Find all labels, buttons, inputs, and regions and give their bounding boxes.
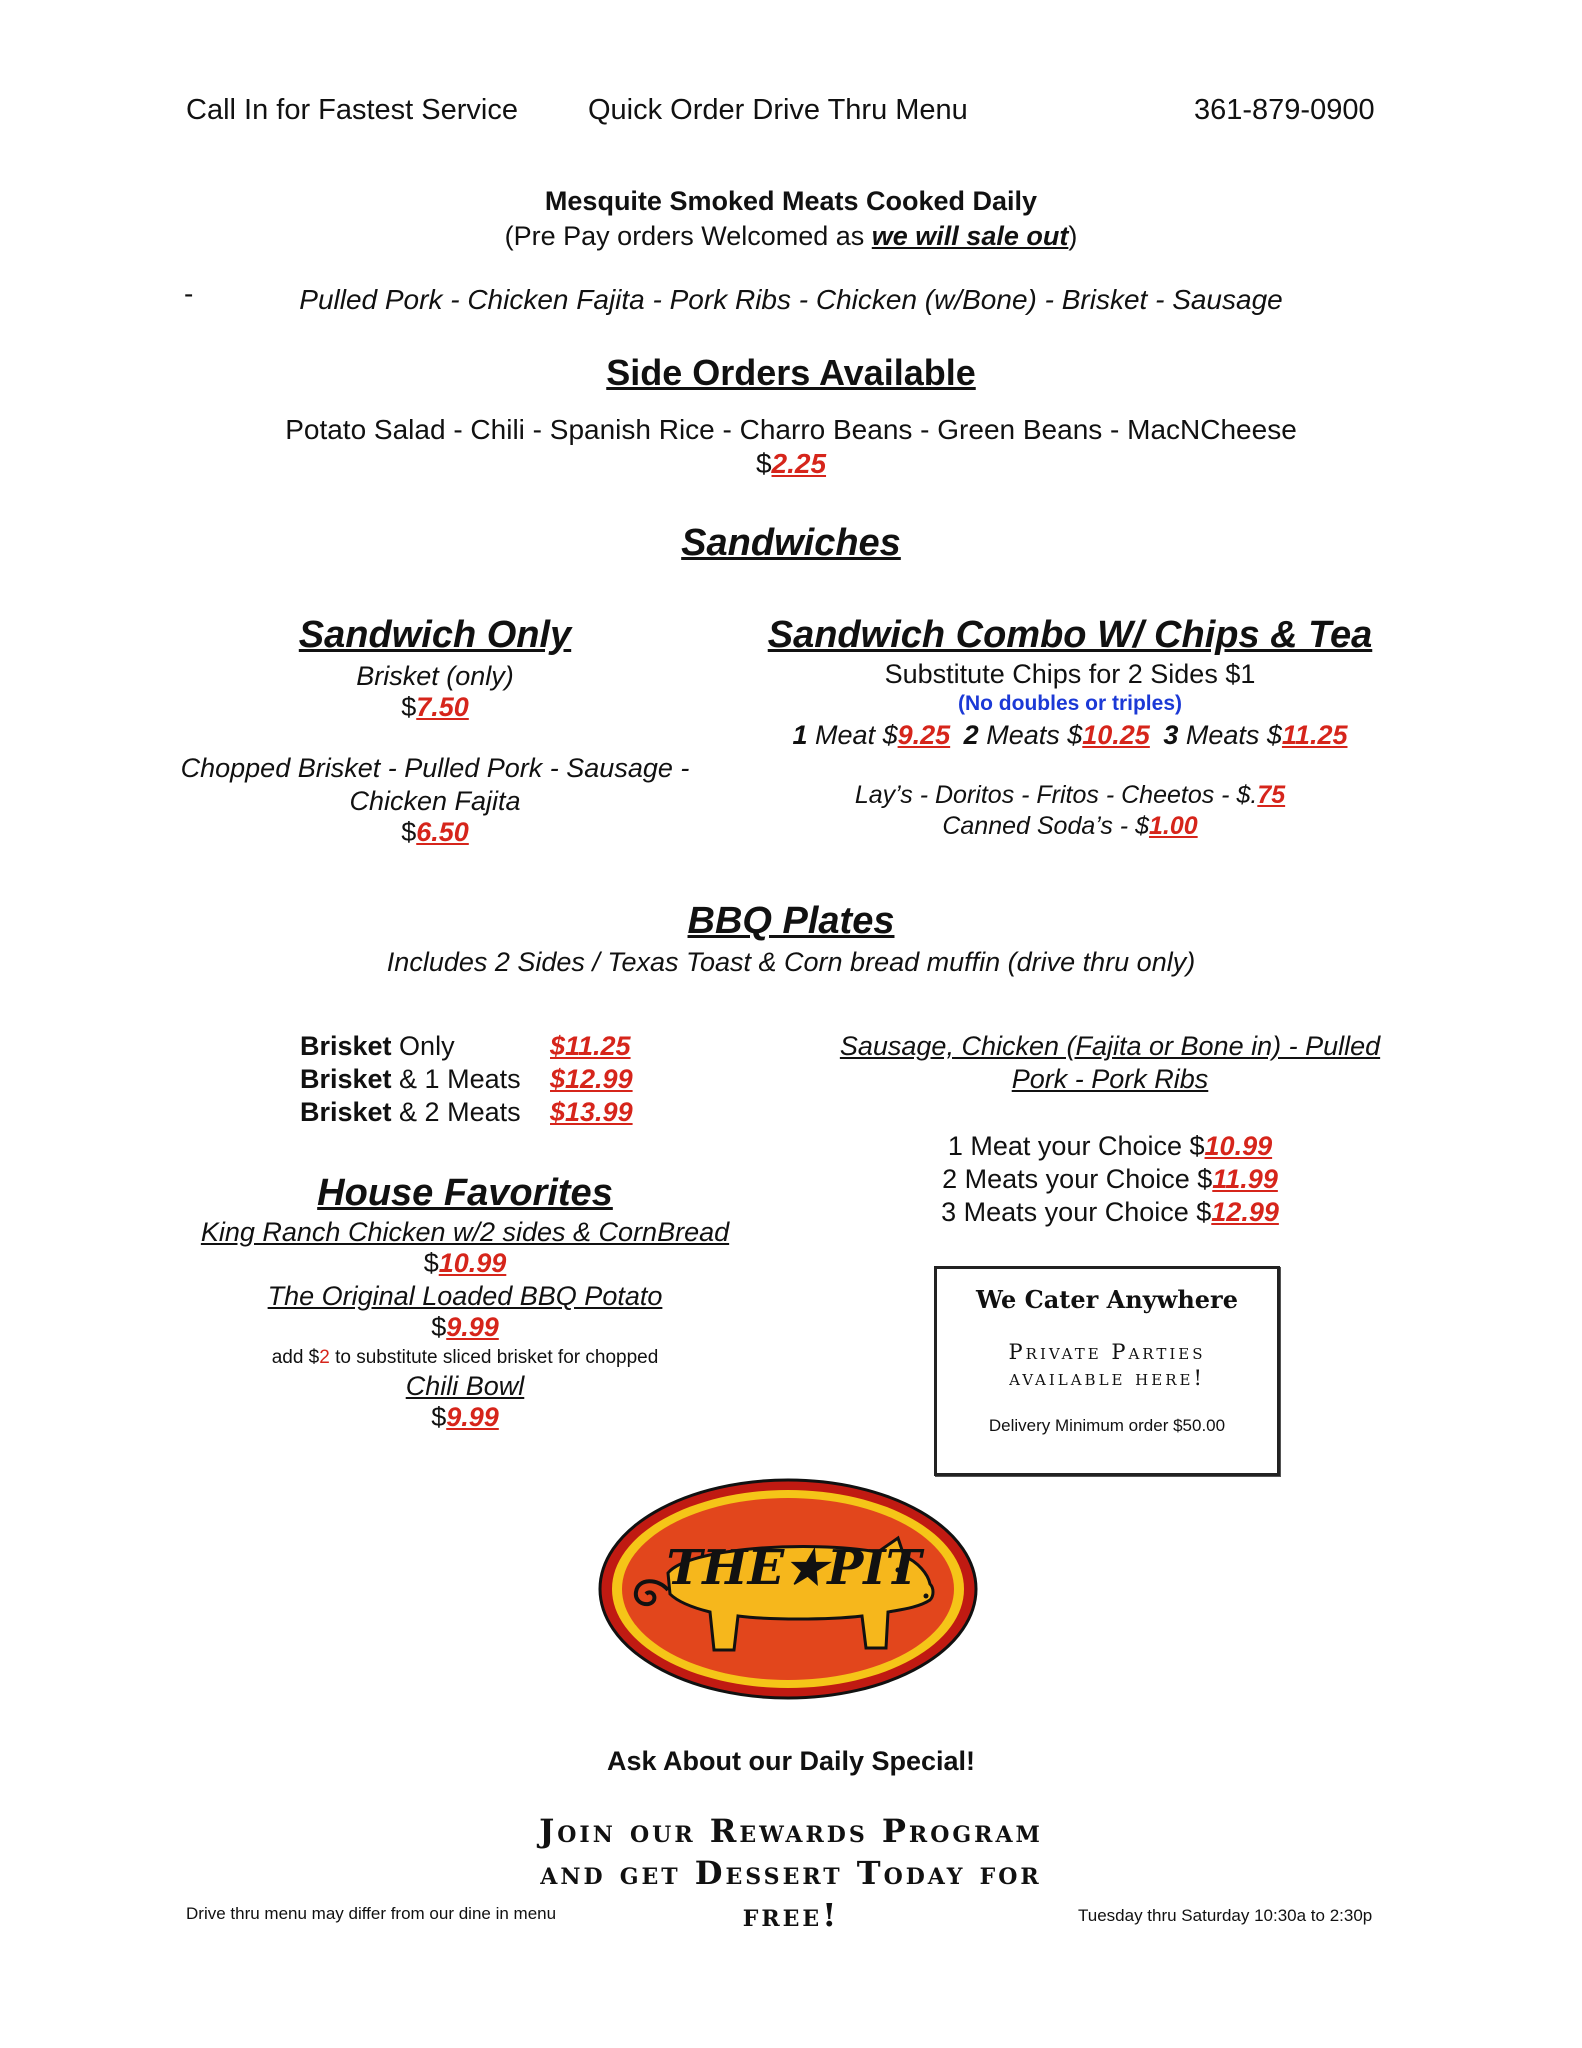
pig-logo-icon	[598, 1478, 978, 1700]
cater-box	[934, 1266, 1280, 1476]
combo-2-price: 10.25	[1082, 720, 1150, 750]
daily-special: Ask About our Daily Special!	[606, 1746, 976, 1776]
choice-price: 11.99	[1212, 1164, 1278, 1194]
soda-label: Canned Soda’s - $	[942, 812, 1149, 840]
choice-label: 2 Meats your Choice $	[942, 1164, 1213, 1194]
plates-header	[0, 900, 1582, 978]
sides-price	[0, 448, 1582, 480]
brisket-price: $13.99	[550, 1097, 633, 1127]
favorite-item-2: The Original Loaded BBQ Potato	[267, 1281, 663, 1311]
prepay-before: (Pre Pay orders Welcomed as	[504, 221, 872, 251]
combo-1-num: 1	[792, 720, 808, 750]
sides-block	[0, 352, 1582, 480]
brisket-row	[300, 1063, 633, 1096]
sandwich-only-price2	[150, 817, 720, 848]
sides-currency: $	[755, 448, 772, 479]
plates-subtitle: Includes 2 Sides / Texas Toast & Corn bread muffin (drive thru only)	[386, 947, 1196, 977]
cater-title: We Cater Anywhere	[976, 1285, 1238, 1314]
currency: $	[423, 1248, 439, 1278]
combo-3-num: 3	[1163, 720, 1179, 750]
favorite-price-2	[150, 1312, 780, 1343]
choice-label: 1 Meat your Choice $	[947, 1131, 1205, 1161]
currency: $	[401, 692, 417, 722]
soda-price: 1.00	[1148, 812, 1198, 840]
sides-list: Potato Salad - Chili - Spanish Rice - Charro Beans - Green Beans - MacNCheese	[285, 414, 1297, 445]
cater-line2: available here!	[1009, 1366, 1205, 1390]
sandwich-only-title: Sandwich Only	[298, 614, 572, 656]
choice-line2: Pork - Pork Ribs	[1011, 1064, 1209, 1094]
plates-title: BBQ Plates	[687, 900, 895, 942]
favorite-item-1: King Ranch Chicken w/2 sides & CornBread	[200, 1217, 730, 1247]
cater-line1: Private Parties	[1008, 1340, 1206, 1364]
choice-price: 10.99	[1204, 1131, 1273, 1161]
footer-disclaimer: Drive thru menu may differ from our dine in menu	[186, 1904, 557, 1923]
brisket-row	[300, 1096, 633, 1129]
brisket-rest: Only	[391, 1031, 455, 1061]
sandwich-combo-title: Sandwich Combo W/ Chips & Tea	[767, 614, 1373, 656]
combo-chips	[740, 781, 1400, 810]
intro-block	[0, 186, 1582, 252]
sandwich-only-item1: Brisket (only)	[356, 661, 514, 691]
rewards-line2: and get Dessert Today for	[540, 1854, 1042, 1892]
sandwich-only-block	[150, 614, 720, 848]
cater-delivery: Delivery Minimum order $50.00	[988, 1416, 1226, 1435]
favorite-note	[150, 1347, 780, 1369]
price-value: 10.99	[438, 1248, 507, 1278]
prepay-after: )	[1068, 221, 1078, 251]
favorites-block	[150, 1172, 780, 1433]
sandwich-only-price1	[150, 692, 720, 723]
the-pit-logo	[598, 1478, 978, 1700]
price-value: 9.99	[446, 1402, 499, 1432]
combo-2-num: 2	[963, 720, 979, 750]
rewards-line1: Join our Rewards Program	[539, 1812, 1043, 1850]
logo-text: THE★PIT	[666, 1540, 922, 1596]
combo-2-label: Meats $	[978, 720, 1083, 750]
choice-row	[800, 1196, 1420, 1229]
favorite-price-1	[150, 1248, 780, 1279]
sandwiches-title: Sandwiches	[681, 522, 901, 564]
price-value: 7.50	[416, 692, 469, 722]
choice-row	[800, 1163, 1420, 1196]
header-phone[interactable]: 361-879-0900	[1194, 94, 1375, 126]
item2-line1: Chopped Brisket - Pulled Pork - Sausage -	[180, 753, 690, 783]
brisket-price: $12.99	[550, 1064, 633, 1094]
chips-label: Lay’s - Doritos - Fritos - Cheetos - $.	[854, 781, 1258, 809]
header-left: Call In for Fastest Service	[186, 94, 518, 126]
currency: $	[431, 1402, 447, 1432]
combo-prices	[740, 720, 1400, 751]
combo-1-label: Meat $	[807, 720, 898, 750]
price-value: 9.99	[446, 1312, 499, 1342]
meats-list: Pulled Pork - Chicken Fajita - Pork Ribs - Chicken (w/Bone) - Brisket - Sausage	[299, 284, 1283, 315]
prepay-note	[0, 221, 1582, 252]
header-title: Quick Order Drive Thru Menu	[588, 94, 968, 126]
favorites-title: House Favorites	[317, 1172, 613, 1214]
choice-label: 3 Meats your Choice $	[941, 1197, 1212, 1227]
brisket-rest: & 2 Meats	[391, 1097, 521, 1127]
intro-dash: -	[184, 278, 194, 309]
choice-price: 12.99	[1211, 1197, 1279, 1227]
sandwich-only-item2	[150, 753, 720, 817]
sides-price-value: 2.25	[771, 448, 827, 479]
combo-3-label: Meats $	[1178, 720, 1282, 750]
favorite-item-3: Chili Bowl	[405, 1371, 525, 1401]
currency: $	[401, 817, 417, 847]
choice-desc	[800, 1030, 1420, 1096]
note-number: 2	[319, 1347, 330, 1368]
sandwich-combo-block	[740, 614, 1400, 841]
sides-title: Side Orders Available	[606, 352, 976, 393]
rewards-line3: free!	[742, 1896, 840, 1934]
brisket-list	[300, 1030, 633, 1129]
note-before: add $	[271, 1347, 320, 1368]
combo-soda	[740, 812, 1400, 841]
combo-1-price: 9.25	[897, 720, 951, 750]
choice-prices	[800, 1130, 1420, 1229]
favorite-price-3	[150, 1402, 780, 1433]
brisket-row	[300, 1030, 633, 1063]
choice-line1: Sausage, Chicken (Fajita or Bone in) - Pulled	[839, 1031, 1381, 1061]
brisket-rest: & 1 Meats	[391, 1064, 521, 1094]
chips-price: 75	[1257, 781, 1286, 809]
brisket-bold: Brisket	[300, 1031, 392, 1061]
note-after: to substitute sliced brisket for chopped	[329, 1347, 659, 1368]
brisket-bold: Brisket	[300, 1097, 392, 1127]
item2-line2: Chicken Fajita	[349, 786, 521, 816]
combo-substitute: Substitute Chips for 2 Sides $1	[884, 659, 1256, 689]
prepay-emphasis: we will sale out	[871, 221, 1069, 251]
price-value: 6.50	[416, 817, 469, 847]
intro-title: Mesquite Smoked Meats Cooked Daily	[544, 186, 1038, 216]
combo-note: (No doubles or triples)	[957, 692, 1182, 715]
brisket-price: $11.25	[550, 1031, 631, 1061]
brisket-bold: Brisket	[300, 1064, 392, 1094]
combo-3-price: 11.25	[1281, 720, 1348, 750]
choice-row	[800, 1130, 1420, 1163]
footer-hours: Tuesday thru Saturday 10:30a to 2:30p	[1078, 1906, 1373, 1925]
choice-block	[800, 1030, 1420, 1229]
currency: $	[431, 1312, 447, 1342]
